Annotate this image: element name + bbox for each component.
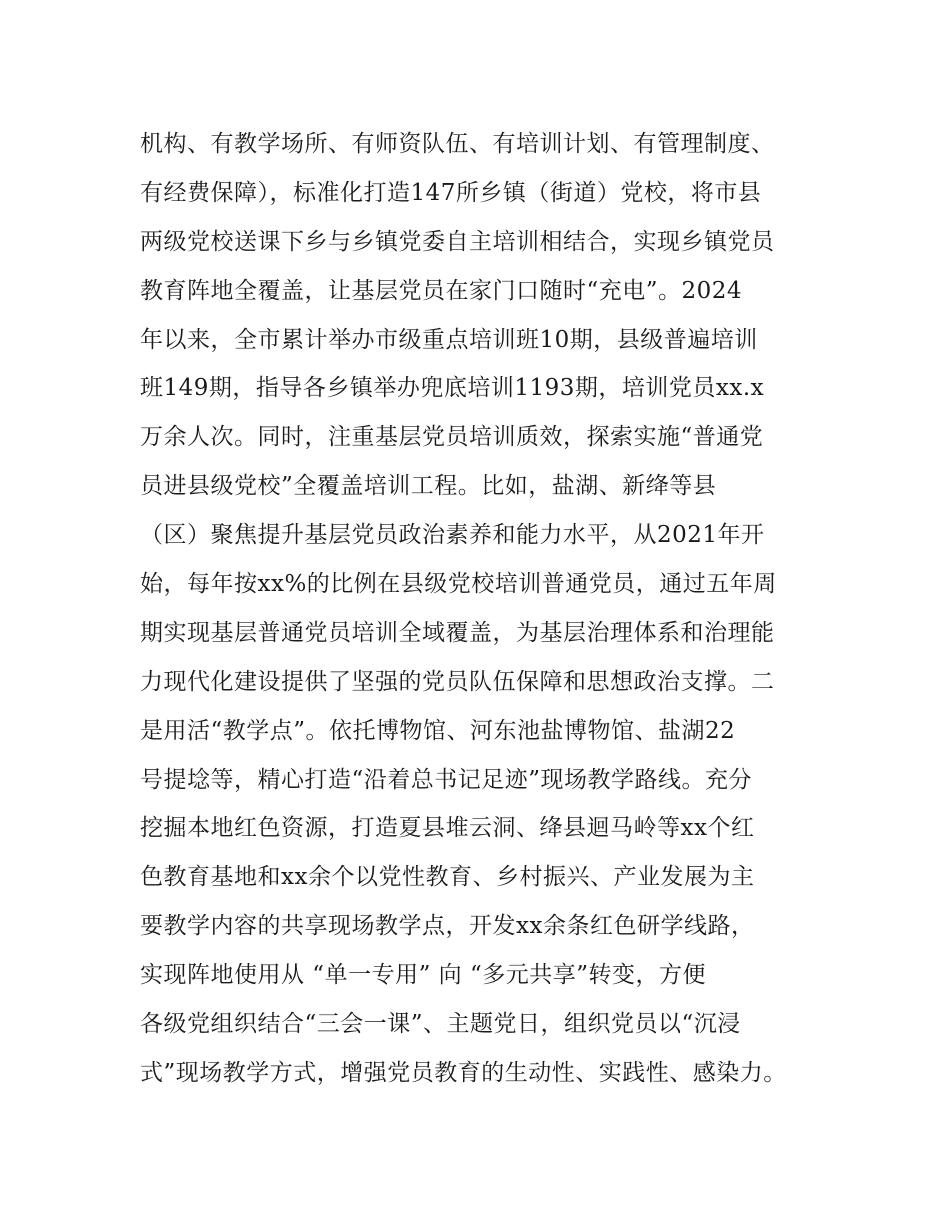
text-line: 挖掘本地红色资源，打造夏县堆云洞、绛县迴马岭等xx个红 [140, 815, 755, 842]
text-line: 始，每年按xx%的比例在县级党校培训普通党员，通过五年周 [140, 571, 777, 598]
text-line: 机构、有教学场所、有师资队伍、有培训计划、有管理制度、 [140, 131, 775, 157]
text-line: 是用活“教学点”。依托博物馆、河东池盐博物馆、盐湖22 [140, 717, 736, 744]
text-line: 号提埝等，精心打造“沿着总书记足迹”现场教学路线。充分 [140, 766, 753, 793]
text-line: 力现代化建设提供了坚强的党员队伍保障和思想政治支撑。二 [140, 668, 775, 695]
text-line: 式”现场教学方式，增强党员教育的生动性、实践性、感染力。 [140, 1059, 787, 1086]
text-line: 万余人次。同时，注重基层党员培训质效，探索实施“普通党 [140, 424, 764, 451]
text-line: 有经费保障），标准化打造147所乡镇（街道）党校，将市县 [140, 179, 762, 206]
text-line: 两级党校送课下乡与乡镇党委自主培训相结合，实现乡镇党员 [140, 228, 775, 255]
text-line: 要教学内容的共享现场教学点，开发xx余条红色研学线路， [140, 913, 755, 940]
text-line: 员进县级党校”全覆盖培训工程。比如，盐湖、新绛等县 [140, 473, 717, 500]
text-line: 实现阵地使用从 “单一专用” 向 “多元共享”转变，方便 [140, 962, 706, 989]
text-line: 各级党组织结合“三会一课”、主题党日，组织党员以“沉浸 [140, 1011, 741, 1038]
text-line: （区）聚焦提升基层党员政治素养和能力水平，从2021年开 [140, 522, 765, 549]
text-line: 班149期，指导各乡镇举办兜底培训1193期，培训党员xx.x [140, 375, 765, 402]
text-line: 期实现基层普通党员培训全域覆盖，为基层治理体系和治理能 [140, 619, 775, 646]
text-line: 色教育基地和xx余个以党性教育、乡村振兴、产业发展为主 [140, 864, 755, 891]
body-paragraph [140, 120, 840, 1098]
text-line: 教育阵地全覆盖，让基层党员在家门口随时“充电”。2024 [140, 277, 743, 304]
text-line: 年以来，全市累计举办市级重点培训班10期，县级普遍培训 [140, 326, 758, 353]
